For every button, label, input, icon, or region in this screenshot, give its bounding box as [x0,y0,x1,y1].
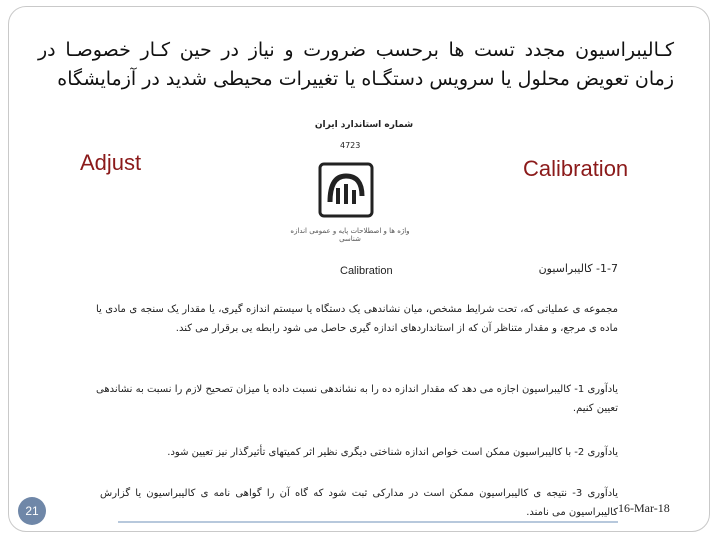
isiri-logo-icon [318,162,374,218]
section-heading: 1-7- کالیبراسیون [538,262,618,275]
note-1-paragraph: یادآوری 1- کالیبراسیون اجازه می دهد که مقدار اندازه ده را به نشاندهی نسبت داده یا میزان تصحیح لازم را نسبت به نشاندهی تعیین کنیم. [96,384,618,414]
calibration-label: Calibration [523,156,629,181]
slide-title: کـالیبراسیون مجدد تست ها برحسب ضرورت و نیاز در حین کـار خصوصـا در زمان تعویض محلول یا سرویس دستگـاه یا تغییرات محیطی شدید در آزمایشگاه [38,39,674,90]
footer-divider [118,521,618,523]
definition-paragraph: مجموعه ی عملیاتی که، تحت شرایط مشخص، میان نشاندهی یک دستگاه یا سیستم اندازه گیری، یا مقدار یک سنجه ی مادی یا ماده ی مرجع، و مقدار متناظر آن که از استانداردهای اندازه گیری حاصل می شود رابطه یی برقرار می کند. [96,304,618,334]
logo-caption: واژه ها و اصطلاحات پایه و عمومی اندازه شناسی [290,227,410,243]
standard-number: 4723 [340,141,361,150]
slide-date: 16-Mar-18 [618,501,670,515]
standard-header: شماره استاندارد ایران [314,120,414,130]
note-3-paragraph: یادآوری 3- نتیجه ی کالیبراسیون ممکن است در مدارکی ثبت شود که گاه آن را گواهی نامه ی کالیبراسیون یا گزارش کالیبراسیون می نامند. [100,488,618,518]
adjust-label: Adjust [80,150,142,175]
page-number-badge: 21 [18,497,46,525]
calibration-heading: Calibration [340,265,393,277]
note-2-paragraph: یادآوری 2- با کالیبراسیون ممکن است خواص اندازه شناختی دیگری نظیر اثر کمیتهای تأثیرگذار نیز تعیین شود. [167,447,618,458]
